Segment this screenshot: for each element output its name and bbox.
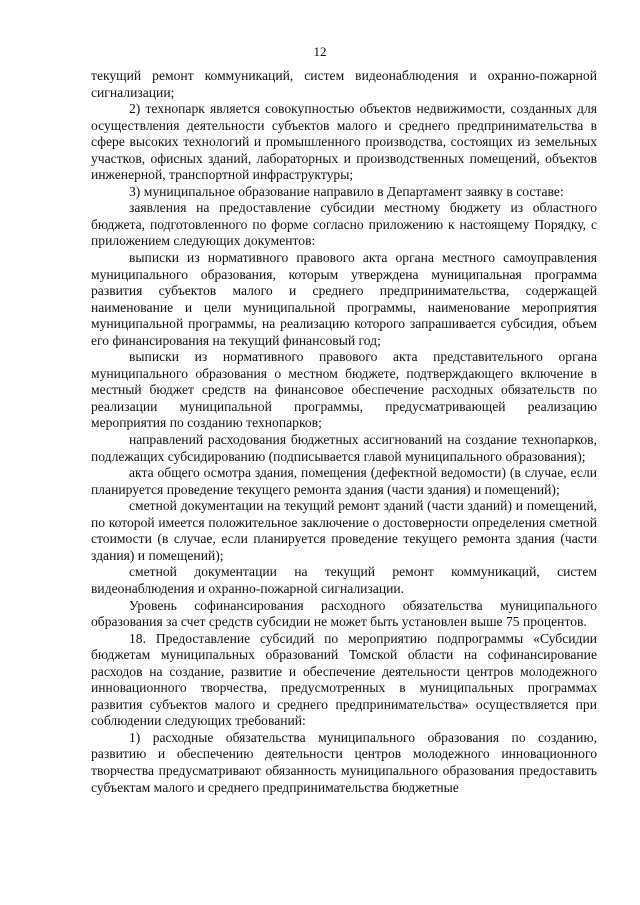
paragraph: 3) муниципальное образование направило в Департамент заявку в составе: [129, 183, 564, 199]
paragraph: текущий ремонт коммуникаций, систем видеонаблюдения и охранно-пожарной сигнализации; [91, 68, 597, 100]
paragraph: выписки из нормативного правового акта органа местного самоуправления муниципального образования, которым утверждена муниципальная программа развития субъектов малого и среднего предпринимательства, содержащей наименование и цели муниципальной программы, наименование мероприятия муниципальной программы, на реализацию которого запрашивается субсидия, объем его финансирования на текущий финансовый год; [91, 250, 597, 348]
document-body [91, 68, 597, 796]
paragraph: направлений расходования бюджетных ассигнований на создание технопарков, подлежащих субсидированию (подписывается главой муниципального образования); [91, 432, 597, 464]
paragraph: 2) технопарк является совокупностью объектов недвижимости, созданных для осуществления деятельности субъектов малого и среднего предпринимательства в сфере высоких технологий и промышленного производства, состоящих из земельных участков, офисных зданий, лабораторных и производственных помещений, объектов инженерной, транспортной инфраструктуры; [91, 101, 597, 183]
paragraph: выписки из нормативного правового акта представительного органа муниципального образования о местном бюджете, подтверждающего включение в местный бюджет средств на финансовое обеспечение расходных обязательств по реализации муниципальной программы, предусматривающей реализацию мероприятия по созданию технопарков; [91, 349, 597, 431]
page-number: 12 [313, 44, 327, 59]
paragraph: 18. Предоставление субсидий по мероприятию подпрограммы «Субсидии бюджетам муниципальных образований Томской области на софинансирование расходов на создание, развитие и обеспечение деятельности центров молодежного инновационного творчества, предусмотренных в муниципальных программах развития субъектов малого и среднего предпринимательства» осуществляется при соблюдении следующих требований: [91, 630, 597, 729]
paragraph: сметной документации на текущий ремонт зданий (части зданий) и помещений, по которой имеется положительное заключение о достоверности определения сметной стоимости (в случае, если планируется проведение текущего ремонта здания (части здания) и помещений); [91, 498, 597, 563]
paragraph: 1) расходные обязательства муниципального образования по созданию, развитию и обеспечению деятельности центров молодежного инновационного творчества предусматривают обязанность муниципального образования предоставить субъектам малого и среднего предпринимательства бюджетные [91, 729, 597, 795]
paragraph: Уровень софинансирования расходного обязательства муниципального образования за счет средств субсидии не может быть установлен выше 75 процентов. [91, 597, 597, 630]
paragraph: акта общего осмотра здания, помещения (дефектной ведомости) (в случае, если планируется проведение текущего ремонта здания (части здания) и помещений); [91, 465, 597, 497]
paragraph: заявления на предоставление субсидии местному бюджету из областного бюджета, подготовленного по форме согласно приложению к настоящему Порядку, с приложением следующих документов: [91, 200, 597, 249]
paragraph: сметной документации на текущий ремонт коммуникаций, систем видеонаблюдения и охранно-пожарной сигнализации. [91, 564, 597, 596]
